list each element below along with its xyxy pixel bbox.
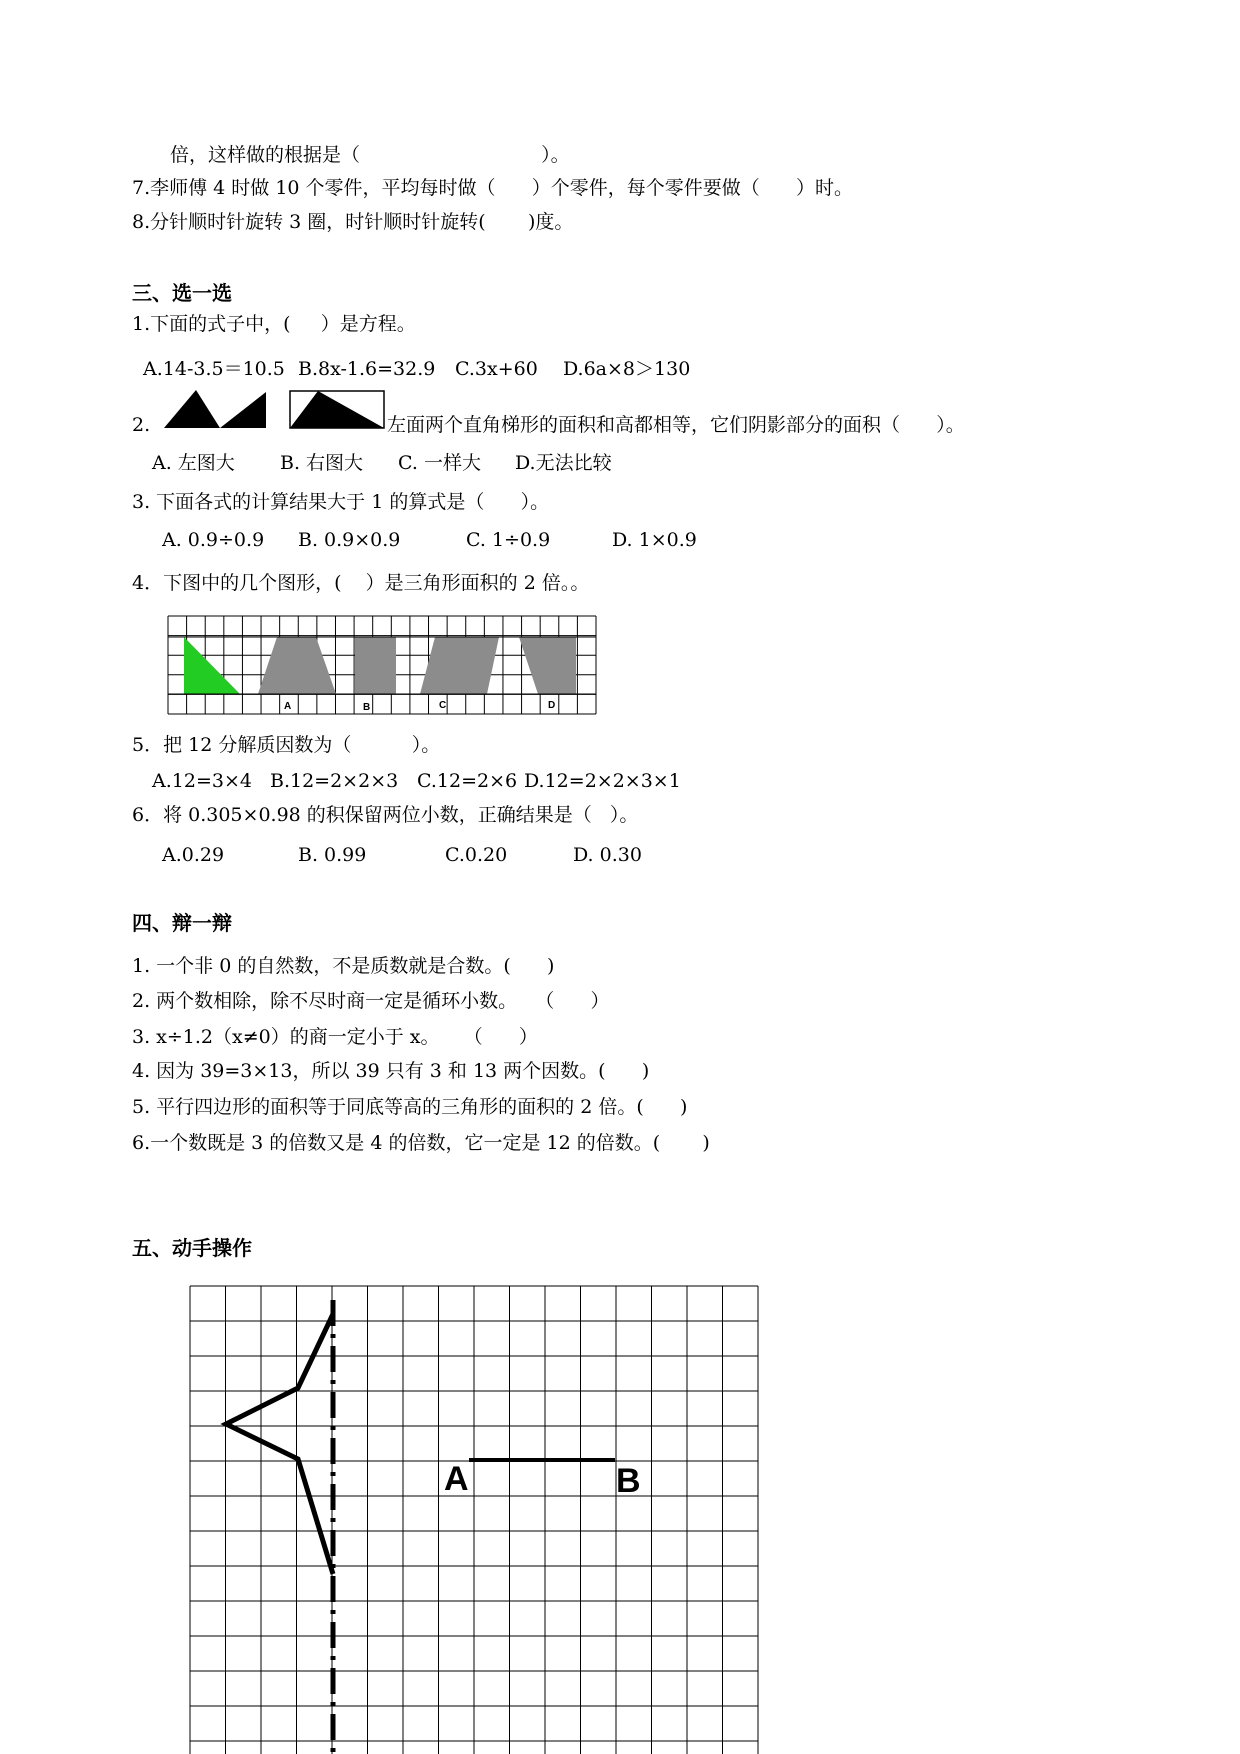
option-3-3-b: B. 0.9×0.9 bbox=[298, 529, 401, 551]
question-3-5: 5．把 12 分解质因数为（ ）。 bbox=[132, 734, 441, 756]
section-heading-judge: 四、辩一辩 bbox=[132, 911, 232, 935]
drawing-grid-lines bbox=[190, 1286, 758, 1754]
shape-d-trapezoid bbox=[519, 637, 576, 694]
option-3-1-c: C.3x+60 bbox=[455, 358, 538, 380]
point-label-a: A bbox=[444, 1460, 469, 1498]
option-3-5-b: B.12=2×2×3 bbox=[270, 770, 399, 792]
fill-line-6-tail: 倍，这样做的根据是（ ）。 bbox=[170, 144, 570, 166]
green-triangle bbox=[184, 637, 240, 694]
question-3-2: 左面两个直角梯形的面积和高都相等，它们阴影部分的面积（ ）。 bbox=[387, 414, 965, 436]
judge-item-1: 1. 一个非 0 的自然数，不是质数就是合数。( ) bbox=[132, 955, 555, 977]
option-3-3-a: A. 0.9÷0.9 bbox=[162, 529, 265, 551]
question-7: 7.李师傅 4 时做 10 个零件，平均每时做（ ）个零件，每个零件要做（ ）时。 bbox=[132, 177, 854, 199]
judge-item-2: 2. 两个数相除，除不尽时商一定是循环小数。 （ ） bbox=[132, 990, 610, 1012]
shape-label-a: A bbox=[284, 701, 292, 712]
option-3-6-b: B. 0.99 bbox=[298, 844, 367, 866]
option-3-2-a: A. 左图大 bbox=[152, 452, 235, 474]
option-3-5-a: A.12=3×4 bbox=[152, 770, 252, 792]
option-3-6-c: C.0.20 bbox=[445, 844, 508, 866]
option-3-6-a: A.0.29 bbox=[162, 844, 225, 866]
option-3-2-c: C. 一样大 bbox=[398, 452, 481, 474]
option-3-6-d: D. 0.30 bbox=[573, 844, 642, 866]
section-heading-operate: 五、动手操作 bbox=[132, 1236, 252, 1260]
left-trapezoid-triangle-1 bbox=[164, 390, 220, 428]
option-3-5-c: C.12=2×6 bbox=[417, 770, 518, 792]
option-3-1-a: A.14-3.5＝10.5 bbox=[143, 358, 285, 380]
option-3-2-b: B. 右图大 bbox=[280, 452, 364, 474]
section-heading-choose: 三、选一选 bbox=[132, 281, 232, 305]
question-3-4: 4．下图中的几个图形，( ）是三角形面积的 2 倍。。 bbox=[132, 572, 590, 594]
option-3-3-c: C. 1÷0.9 bbox=[466, 529, 551, 551]
half-figure-outline bbox=[226, 1314, 333, 1574]
point-label-b: B bbox=[616, 1462, 641, 1500]
option-3-5-d: D.12=2×2×3×1 bbox=[524, 770, 681, 792]
left-trapezoid-triangle-2 bbox=[220, 392, 266, 428]
question-3-2-number: 2. bbox=[132, 414, 151, 436]
option-3-2-d: D.无法比较 bbox=[515, 452, 612, 474]
shape-label-c: C bbox=[439, 700, 447, 711]
option-3-3-d: D. 1×0.9 bbox=[612, 529, 697, 551]
question-3-1: 1.下面的式子中，( ）是方程。 bbox=[132, 313, 416, 335]
question-3-3: 3. 下面各式的计算结果大于 1 的算式是（ ）。 bbox=[132, 491, 550, 513]
option-3-1-b: B.8x-1.6=32.9 bbox=[298, 358, 436, 380]
shape-c-parallelogram bbox=[420, 637, 499, 694]
shape-a-trapezoid bbox=[258, 637, 336, 694]
shape-label-d: D bbox=[548, 700, 556, 711]
judge-item-5: 5. 平行四边形的面积等于同底等高的三角形的面积的 2 倍。( ) bbox=[132, 1096, 688, 1118]
trapezoid-figures bbox=[0, 0, 400, 440]
judge-item-3: 3. x÷1.2（x≠0）的商一定小于 x。 （ ） bbox=[132, 1026, 538, 1048]
shape-label-b: B bbox=[363, 702, 371, 713]
judge-item-6: 6.一个数既是 3 的倍数又是 4 的倍数，它一定是 12 的倍数。( ) bbox=[132, 1132, 710, 1154]
question-3-6: 6．将 0.305×0.98 的积保留两位小数，正确结果是（ ）。 bbox=[132, 804, 639, 826]
drawing-grid-figure bbox=[188, 1284, 760, 1754]
judge-item-4: 4. 因为 39=3×13，所以 39 只有 3 和 13 两个因数。( ) bbox=[132, 1060, 650, 1082]
shapes-grid-figure bbox=[168, 616, 596, 714]
shape-b-rectangle bbox=[355, 637, 396, 694]
option-3-1-d: D.6a×8＞130 bbox=[563, 358, 691, 380]
question-8: 8.分针顺时针旋转 3 圈，时针顺时针旋转( )度。 bbox=[132, 211, 574, 233]
